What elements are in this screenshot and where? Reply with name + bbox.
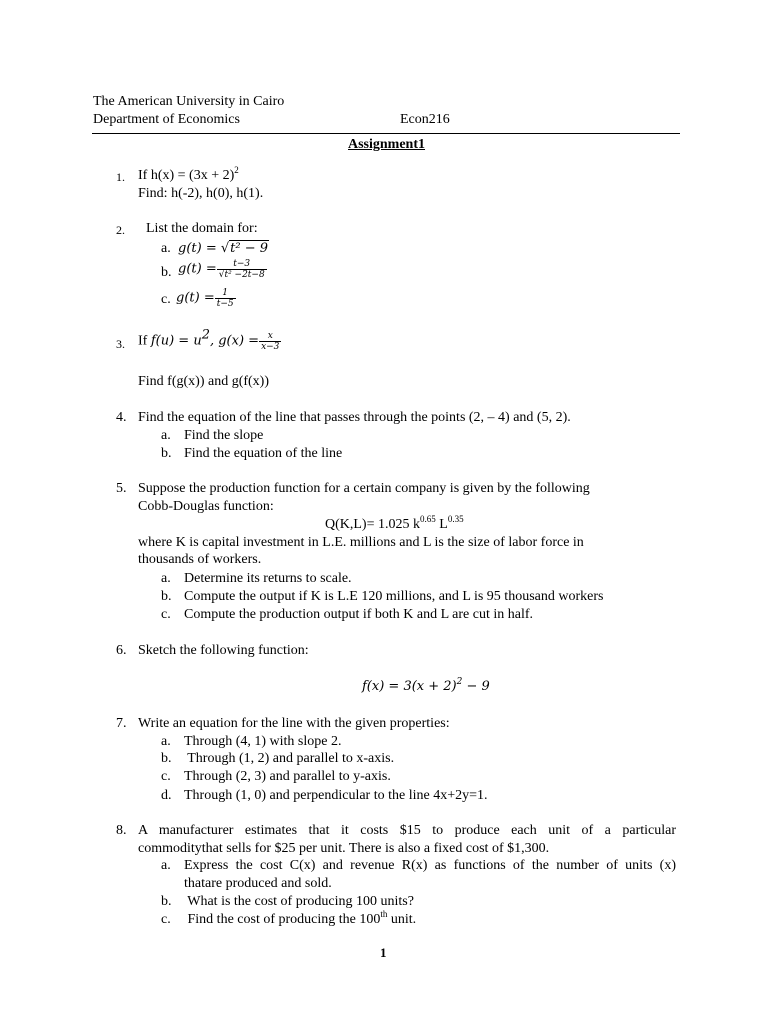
q5b-label: b. bbox=[161, 589, 172, 604]
q7d-text: Through (1, 0) and perpendicular to the line 4x+2y=1. bbox=[184, 788, 488, 803]
department-name: Department of Economics bbox=[93, 112, 240, 127]
university-name: The American University in Cairo bbox=[93, 94, 285, 109]
q5b-text: Compute the output if K is L.E 120 millions, and L is 95 thousand workers bbox=[184, 589, 604, 604]
q7c-label: c. bbox=[161, 769, 171, 784]
q2c-expr: g(t) = $\frac{1}{t-5}$ bbox=[176, 288, 234, 309]
q8c-label: c. bbox=[161, 912, 171, 927]
q5a-label: a. bbox=[161, 571, 171, 586]
assignment-title: Assignment1 bbox=[348, 137, 426, 152]
q6-number: 6. bbox=[116, 643, 127, 658]
q5-line4: thousands of workers. bbox=[138, 552, 262, 567]
q4b-text: Find the equation of the line bbox=[184, 446, 343, 461]
q7b-text: Through (1, 2) and parallel to x-axis. bbox=[184, 751, 395, 766]
q7b-label: b. bbox=[161, 751, 172, 766]
q2-number: 2. bbox=[116, 223, 125, 237]
q8-number: 8. bbox=[116, 823, 127, 838]
q3-statement: If $f(u) = u^2$, g(x) = $\frac{x}{x-3}$ bbox=[138, 327, 280, 352]
q2a-expr: g(t) = √t² − 9 bbox=[178, 241, 269, 256]
course-code: Econ216 bbox=[400, 112, 450, 127]
q2b-expr: g(t) = $\frac{t-3}{\text{√t² −2t−8}}$ bbox=[178, 259, 265, 280]
page-number: 1 bbox=[380, 945, 387, 960]
q8a-line1: Express the cost C(x) and revenue R(x) as functions of the number of units (x) bbox=[184, 858, 676, 873]
q1-statement: If $h(x) = (3x + 2)^2$ bbox=[138, 165, 239, 183]
q7a-label: a. bbox=[161, 734, 171, 749]
q5-line3: where K is capital investment in L.E. millions and L is the size of labor force in bbox=[138, 535, 584, 550]
q5a-text: Determine its returns to scale. bbox=[184, 571, 352, 586]
q8a-label: a. bbox=[161, 858, 171, 873]
q3-number: 3. bbox=[116, 337, 125, 351]
q5-line1: Suppose the production function for a certain company is given by the following bbox=[138, 481, 590, 496]
q7c-text: Through (2, 3) and parallel to y-axis. bbox=[184, 769, 391, 784]
q4-number: 4. bbox=[116, 410, 127, 425]
q4a-label: a. bbox=[161, 428, 171, 443]
q5c-label: c. bbox=[161, 607, 171, 622]
q8-line1: A manufacturer estimates that it costs $15 to produce each unit of a particular bbox=[138, 823, 676, 838]
q4a-text: Find the slope bbox=[184, 428, 264, 443]
q1-number: 1. bbox=[116, 170, 125, 184]
q8b-text: What is the cost of producing 100 units? bbox=[184, 894, 414, 909]
q5-number: 5. bbox=[116, 481, 127, 496]
q6-formula: $f(x) = 3(x + 2)^2 - 9$ bbox=[362, 677, 490, 694]
q2b-label: b. bbox=[161, 265, 172, 280]
q4-text: Find the equation of the line that passes through the points (2, – 4) and (5, 2). bbox=[138, 410, 571, 425]
q5-formula: Q(K,L)= 1.025 $k^{0.65}$ $L^{0.35}$ bbox=[325, 514, 464, 532]
q8-line2: commoditythat sells for $25 per unit. There is also a fixed cost of $1,300. bbox=[138, 841, 550, 856]
header-rule bbox=[92, 133, 680, 134]
q5-line2: Cobb-Douglas function: bbox=[138, 499, 274, 514]
q7-text: Write an equation for the line with the given properties: bbox=[138, 716, 450, 731]
q4b-label: b. bbox=[161, 446, 172, 461]
q1-find: Find: h(-2), h(0), h(1). bbox=[138, 186, 264, 201]
q2c-label: c. bbox=[161, 292, 171, 307]
q8c-text: Find the cost of producing the 100th unit. bbox=[184, 909, 417, 927]
q8a-line2: thatare produced and sold. bbox=[184, 876, 332, 891]
q5c-text: Compute the production output if both K and L are cut in half. bbox=[184, 607, 534, 622]
q2-intro: List the domain for: bbox=[146, 221, 258, 236]
q7a-text: Through (4, 1) with slope 2. bbox=[184, 734, 342, 749]
q3-find: Find f(g(x)) and g(f(x)) bbox=[138, 374, 270, 389]
q8b-label: b. bbox=[161, 894, 172, 909]
q7d-label: d. bbox=[161, 788, 172, 803]
q7-number: 7. bbox=[116, 716, 127, 731]
q2a-label: a. bbox=[161, 241, 171, 256]
q6-text: Sketch the following function: bbox=[138, 643, 309, 658]
